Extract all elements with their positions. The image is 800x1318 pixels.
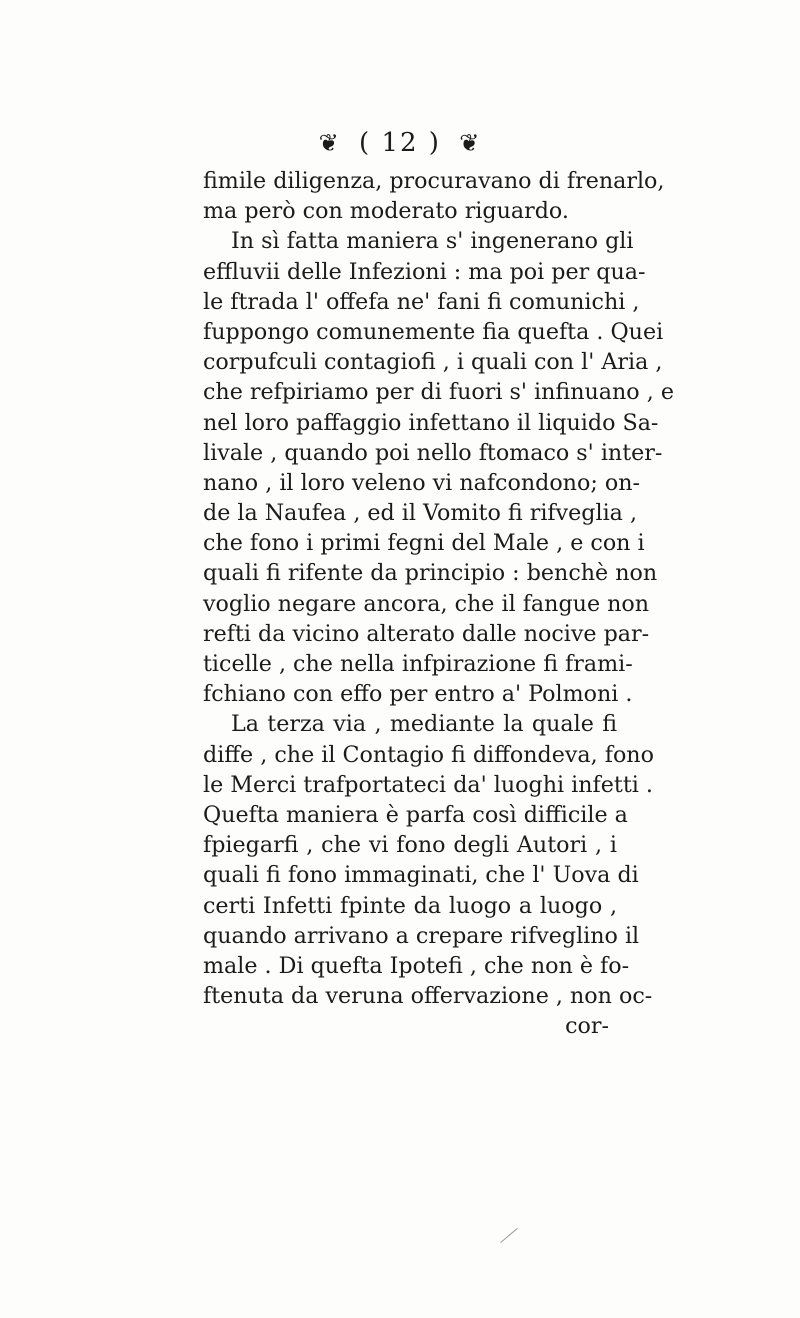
text-line: quali fi fono immaginati, che l' Uova di	[203, 862, 639, 889]
text-line: ticelle , che nella infpirazione fi frami-	[203, 651, 633, 677]
body-text	[203, 166, 674, 1041]
text-line: fuppongo comunemente fia quefta . Quei	[203, 318, 664, 345]
pencil-mark	[500, 1228, 517, 1243]
text-line: La terza via , mediante la quale fi	[231, 711, 617, 738]
text-line: che fono i primi fegni del Male , e con i	[203, 530, 645, 557]
text-line: le Merci trafportateci da' luoghi infetti .	[203, 771, 653, 798]
text-line: che refpiriamo per di fuori s' infinuano , e	[203, 379, 674, 406]
text-line: diffe , che il Contagio fi diffondeva, fono	[203, 741, 654, 768]
text-line: corpufculi contagiofi , i quali con l' Aria ,	[203, 349, 663, 376]
text-line: nel loro paffaggio infettano il liquido Sa-	[203, 409, 659, 436]
text-line: refti da vicino alterato dalle nocive par-	[203, 620, 650, 647]
text-line: Quefta maniera è parfa così difficile a	[203, 801, 628, 828]
text-line: male . Di quefta Ipotefi , che non è fo-	[203, 952, 630, 979]
text-line: le ftrada l' offefa ne' fani fi comunichi ,	[203, 288, 640, 315]
text-line: In sì fatta maniera s' ingenerano gli	[231, 228, 634, 255]
text-line: de la Naufea , ed il Vomito fi rifveglia ,	[203, 500, 638, 527]
text-line: quando arrivano a crepare rifveglino il	[203, 922, 640, 949]
text-line: fchiano con effo per entro a' Polmoni .	[203, 681, 633, 708]
text-line: quali fi rifente da principio : benchè non	[203, 560, 658, 587]
right-fleuron-icon: ❦	[459, 129, 482, 157]
text-line: fpiegarfi , che vi fono degli Autori , i	[203, 832, 617, 859]
text-line: fimile diligenza, procuravano di frenarlo,	[203, 168, 665, 194]
text-line: nano , il loro veleno vi nafcondono; on-	[203, 469, 641, 496]
page-number: ( 12 )	[359, 128, 441, 158]
text-line: voglio negare ancora, che il fangue non	[203, 590, 650, 617]
text-line: ftenuta da veruna offervazione , non oc-	[203, 983, 653, 1010]
text-line: effluvii delle Infezioni : ma poi per qua-	[203, 258, 646, 285]
page-header	[0, 128, 800, 158]
text-line: certi Infetti fpinte da luogo a luogo ,	[203, 892, 617, 919]
text-line: livale , quando poi nello ftomaco s' inter-	[203, 439, 663, 466]
catchword: cor-	[565, 1013, 609, 1040]
left-fleuron-icon: ❦	[318, 129, 341, 157]
text-line: ma però con moderato riguardo.	[203, 198, 569, 225]
